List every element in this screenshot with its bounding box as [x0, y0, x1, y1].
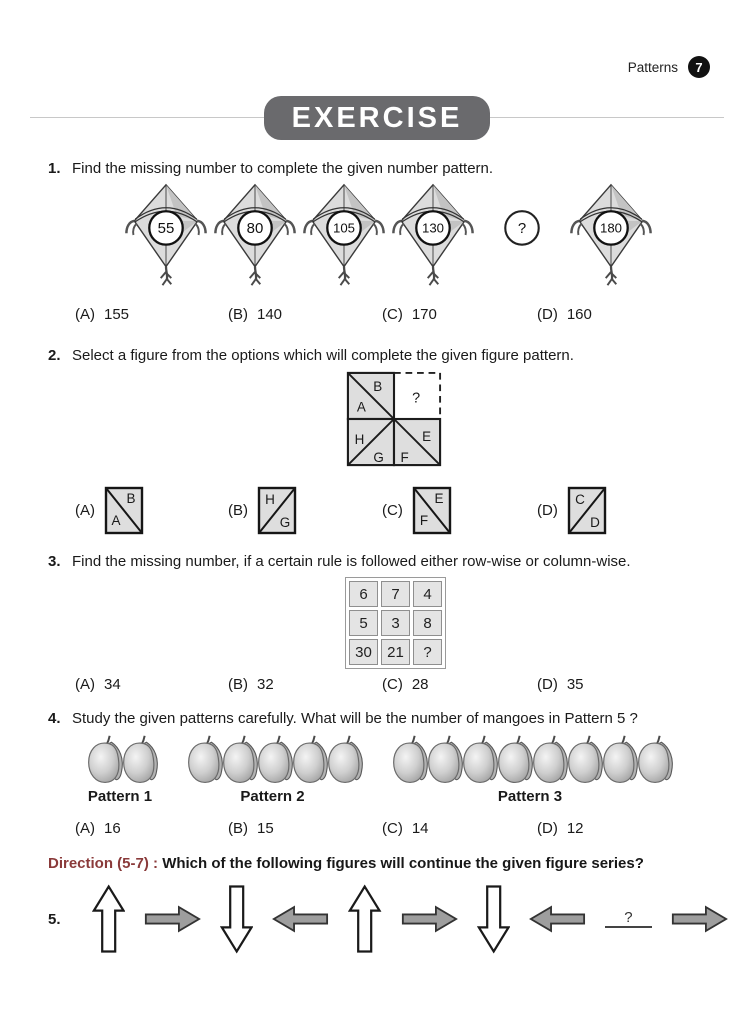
table-cell: 5: [349, 610, 378, 636]
option-value: 35: [566, 676, 584, 693]
question-number: 3.: [48, 553, 61, 570]
svg-text:G: G: [279, 514, 291, 530]
table-cell: 21: [381, 639, 410, 665]
direction-label: Direction (5-7) :: [48, 855, 159, 872]
right-arrow-icon: [144, 904, 201, 934]
pattern-label: Pattern 3: [497, 788, 563, 805]
svg-text:E: E: [434, 490, 444, 506]
option-a: [75, 306, 228, 323]
table-cell: ?: [413, 639, 442, 665]
option-b: [228, 483, 382, 537]
question-4: [48, 710, 728, 729]
option-label: (B): [228, 676, 248, 693]
question-text: Find the missing number, if a certain rule is followed either row-wise or column-wise.: [72, 553, 631, 570]
svg-text:H: H: [354, 431, 365, 447]
option-value: 160: [566, 306, 592, 323]
svg-text:B: B: [373, 379, 383, 395]
svg-text:F: F: [400, 450, 409, 466]
option-value: 12: [566, 820, 584, 837]
option-d: [537, 306, 697, 323]
left-arrow-icon: [272, 904, 329, 934]
question-text: Select a figure from the options which will complete the given figure pattern.: [72, 347, 574, 364]
q2-options-row: [75, 483, 697, 537]
question-2: [48, 347, 728, 366]
right-arrow-icon: [401, 904, 458, 934]
option-a: [75, 676, 228, 693]
right-arrow-icon: [671, 904, 728, 934]
svg-text:G: G: [373, 450, 384, 466]
pattern-group-3: [390, 734, 670, 805]
table-cell: 3: [381, 610, 410, 636]
svg-text:H: H: [265, 491, 275, 507]
kite-number: 180: [599, 220, 622, 236]
option-label: (D): [537, 676, 558, 693]
option-c: [382, 676, 537, 693]
pattern-group-1: [85, 734, 155, 805]
left-arrow-icon: [529, 904, 586, 934]
missing-kite-circle: [478, 182, 566, 295]
page-header: [628, 56, 710, 78]
option-b: [228, 820, 382, 837]
svg-text:F: F: [419, 512, 428, 528]
svg-text:D: D: [589, 514, 600, 530]
q1-options-row: [75, 306, 697, 323]
number-grid: [345, 577, 446, 669]
kite-icon: [389, 182, 477, 295]
option-a: [75, 820, 228, 837]
table-cell: 6: [349, 581, 378, 607]
option-label: (A): [75, 820, 95, 837]
option-label: (C): [382, 306, 403, 323]
chapter-number-badge: 7: [688, 56, 710, 78]
option-c: [382, 306, 537, 323]
option-label: (D): [537, 306, 558, 323]
option-value: 155: [104, 306, 130, 323]
q4-options-row: [75, 820, 697, 837]
option-d: [537, 676, 697, 693]
option-a: [75, 483, 228, 537]
kite-icon: [211, 182, 299, 295]
option-figure-icon: [104, 486, 144, 535]
table-cell: 30: [349, 639, 378, 665]
option-value: 170: [411, 306, 437, 323]
figure-pattern: [346, 371, 442, 472]
kite-pattern-row: [58, 182, 718, 295]
pattern-group-2: [185, 734, 360, 805]
svg-text:C: C: [574, 491, 585, 507]
mango-icon: [120, 734, 162, 787]
up-arrow-icon: [348, 884, 381, 954]
svg-text:B: B: [126, 490, 136, 506]
option-figure-icon: [412, 486, 452, 535]
down-arrow-icon: [477, 884, 510, 954]
question-1: [48, 160, 728, 179]
mango-pattern-row: [85, 734, 670, 805]
svg-text:A: A: [356, 399, 366, 415]
pattern-label: Pattern 1: [87, 788, 153, 805]
option-label: (A): [75, 306, 95, 323]
option-b: [228, 306, 382, 323]
option-value: 34: [104, 676, 121, 693]
figure-pattern-icon: [346, 371, 442, 467]
kite-number: 130: [421, 220, 444, 236]
pattern-label: Pattern 2: [240, 788, 305, 805]
option-figure-icon: [257, 486, 297, 535]
kite-number: 80: [246, 220, 263, 238]
option-d: [537, 483, 697, 537]
mango-icon: [325, 734, 367, 787]
missing-figure-placeholder: ?: [605, 910, 652, 928]
direction-text: Which of the following figures will continue the given figure series?: [162, 855, 644, 872]
option-value: 32: [257, 676, 274, 693]
option-c: [382, 483, 537, 537]
kite-number: 105: [332, 220, 355, 236]
svg-text:E: E: [422, 429, 432, 445]
option-value: 14: [411, 820, 429, 837]
chapter-title: Patterns: [627, 59, 678, 75]
svg-text:A: A: [111, 512, 121, 528]
question-3: [48, 553, 728, 572]
question-text: Find the missing number to complete the given number pattern.: [72, 160, 494, 177]
table-cell: 4: [413, 581, 442, 607]
option-label: (B): [228, 820, 248, 837]
option-b: [228, 676, 382, 693]
question-number: 5.: [48, 910, 61, 928]
exercise-banner: EXERCISE: [264, 96, 490, 140]
kite-icon: [122, 182, 210, 295]
mango-icon: [635, 734, 677, 787]
svg-text:?: ?: [412, 390, 421, 407]
direction-line: [48, 855, 728, 872]
option-value: 16: [104, 820, 121, 837]
option-label: (B): [228, 501, 248, 519]
question-number: 1.: [48, 160, 61, 177]
question-number: 4.: [48, 710, 61, 727]
option-label: (C): [382, 820, 403, 837]
option-label: (B): [228, 306, 248, 323]
option-c: [382, 820, 537, 837]
table-cell: 7: [381, 581, 410, 607]
q3-options-row: [75, 676, 697, 693]
kite-icon: [567, 182, 655, 295]
question-mark: ?: [517, 220, 526, 238]
option-label: (A): [75, 501, 95, 519]
option-label: (C): [382, 501, 403, 519]
question-number: 2.: [48, 347, 61, 364]
kite-icon: [300, 182, 388, 295]
option-label: (D): [537, 820, 558, 837]
option-figure-icon: [567, 486, 607, 535]
option-d: [537, 820, 697, 837]
table-cell: 8: [413, 610, 442, 636]
option-value: 15: [257, 820, 274, 837]
option-value: 28: [411, 676, 429, 693]
up-arrow-icon: [92, 884, 125, 954]
option-value: 140: [257, 306, 283, 323]
question-5: [48, 884, 728, 954]
kite-number: 55: [157, 220, 174, 238]
option-label: (A): [75, 676, 95, 693]
down-arrow-icon: [220, 884, 253, 954]
option-label: (D): [537, 501, 558, 519]
question-text: Study the given patterns carefully. What will be the number of mangoes in Pattern 5 ?: [72, 710, 638, 727]
option-label: (C): [382, 676, 403, 693]
